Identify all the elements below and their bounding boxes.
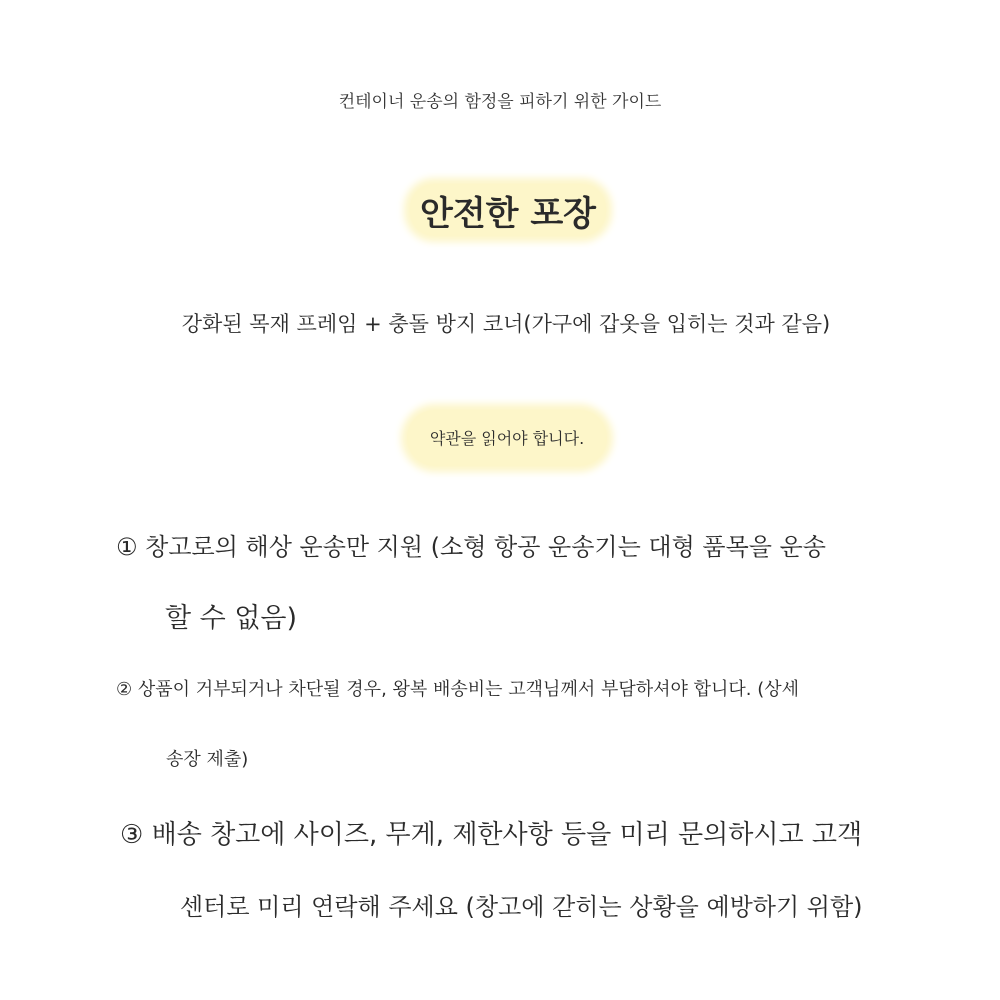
page-title: 안전한 포장 <box>419 194 597 234</box>
term-3-line-2: 센터로 미리 연락해 주세요 (창고에 갇히는 상황을 예방하기 위함) <box>180 893 863 921</box>
packaging-description: 강화된 목재 프레임 + 충돌 방지 코너(가구에 갑옷을 입히는 것과 같음) <box>181 312 831 336</box>
term-1-line-2: 할 수 없음) <box>165 603 298 634</box>
page-subtitle: 컨테이너 운송의 함정을 피하기 위한 가이드 <box>338 92 662 112</box>
term-2-line-1: ② 상품이 거부되거나 차단될 경우, 왕복 배송비는 고객님께서 부담하셔야 합니다. (상세 <box>116 679 800 700</box>
term-1-line-1: ① 창고로의 해상 운송만 지원 (소형 항공 운송기는 대형 품목을 운송 <box>116 533 826 561</box>
term-3-line-1: ③ 배송 창고에 사이즈, 무게, 제한사항 등을 미리 문의하시고 고객 <box>120 820 863 850</box>
term-2-line-2: 송장 제출) <box>166 749 249 770</box>
terms-notice: 약관을 읽어야 합니다. <box>429 429 585 448</box>
